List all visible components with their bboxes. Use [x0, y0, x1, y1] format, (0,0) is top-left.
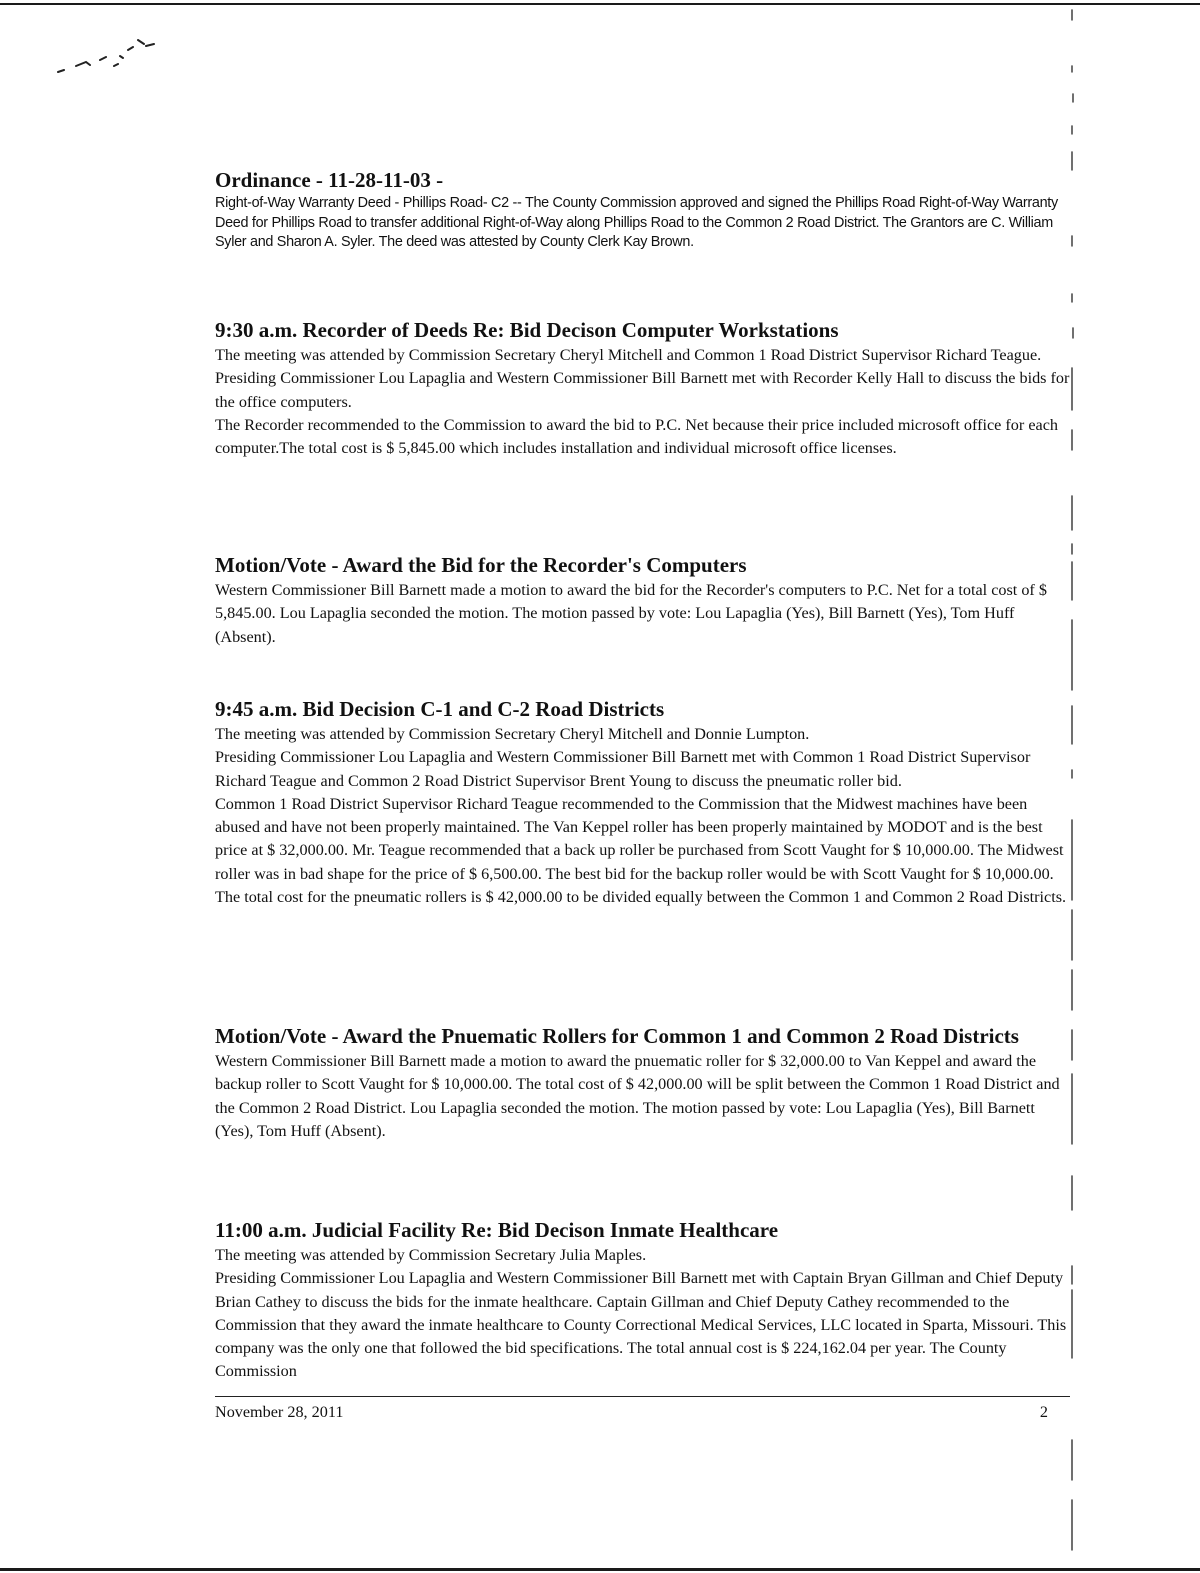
section-heading: 11:00 a.m. Judicial Facility Re: Bid Decison Inmate Healthcare: [215, 1218, 779, 1242]
section-paragraph: Western Commissioner Bill Barnett made a motion to award the bid for the Recorder's computers to P.C. Net for a total cost of $ 5,845.00. Lou Lapaglia seconded the motion. The motion passed by vote: Lou Lapaglia (Yes), Bill Barnett (Yes), Tom Huff (Absent).: [215, 581, 1047, 646]
section-paragraph: Common 1 Road District Supervisor Richard Teague recommended to the Commission that the Midwest machines have been abused and have not been properly maintained. The Van Keppel roller has been properly maintained by MODOT and is the best price at $ 32,000.00. Mr. Teague recommended that a back up roller be purchased from Scott Vaught for $ 10,000.00. The Midwest roller was in bad shape for the price of $ 6,500.00. The best bid for the backup roller would be with Scott Vaught for $ 10,000.00. The total cost for the pneumatic rollers is $ 42,000.00 to be divided equally between the Common 1 and Common 2 Road Districts.: [215, 794, 1067, 907]
page-bottom-border: [0, 1568, 1200, 1571]
road-districts-bid-section: [215, 696, 1070, 909]
section-paragraph: The meeting was attended by Commission Secretary Cheryl Mitchell and Donnie Lumpton.: [215, 725, 810, 743]
rollers-motion-section: [215, 1023, 1070, 1143]
page-number: 2: [1039, 1403, 1048, 1421]
section-paragraph: Presiding Commissioner Lou Lapaglia and Western Commissioner Bill Barnett met with Recorder Kelly Hall to discuss the bids for the office computers.: [215, 369, 1070, 411]
section-heading: Ordinance - 11-28-11-03 -: [215, 168, 444, 192]
section-heading: 9:30 a.m. Recorder of Deeds Re: Bid Decison Computer Workstations: [215, 318, 839, 342]
section-paragraph: The meeting was attended by Commission Secretary Cheryl Mitchell and Common 1 Road District Supervisor Richard Teague.: [215, 346, 1042, 364]
section-paragraph: The meeting was attended by Commission Secretary Julia Maples.: [215, 1246, 647, 1264]
section-paragraph: Presiding Commissioner Lou Lapaglia and Western Commissioner Bill Barnett met with Common 1 Road District Supervisor Richard Teague and Common 2 Road District Supervisor Brent Young to discuss the pneumatic roller bid.: [215, 748, 1031, 790]
section-heading: Motion/Vote - Award the Pnuematic Rollers for Common 1 and Common 2 Road Districts: [215, 1024, 1019, 1048]
inmate-healthcare-section: [215, 1217, 1070, 1384]
recorder-motion-section: [215, 552, 1070, 649]
section-paragraph: Right-of-Way Warranty Deed - Phillips Road- C2 -- The County Commission approved and signed the Phillips Road Right-of-Way Warranty Deed for Phillips Road to transfer additional Right-of-Way along Phillips Road to the Common 2 Road District. The Grantors are C. William Syler and Sharon A. Syler. The deed was attested by County Clerk Kay Brown.: [215, 195, 1058, 250]
section-heading: 9:45 a.m. Bid Decision C-1 and C-2 Road Districts: [215, 697, 665, 721]
section-heading: Motion/Vote - Award the Bid for the Recorder's Computers: [215, 553, 747, 577]
section-paragraph: The Recorder recommended to the Commission to award the bid to P.C. Net because their price included microsoft office for each computer.The total cost is $ 5,845.00 which includes installation and individual microsoft office licenses.: [215, 415, 1058, 458]
recorder-computers-section: [215, 317, 1070, 460]
page-top-border: [0, 3, 1200, 5]
section-paragraph: Western Commissioner Bill Barnett made a motion to award the pnuematic roller for $ 32,000.00 to Van Keppel and award the backup roller to Scott Vaught for $ 10,000.00. The total cost of $ 42,000.00 will be split between the Common 1 Road District and the Common 2 Road District. Lou Lapaglia seconded the motion. The motion passed by vote: Lou Lapaglia (Yes), Bill Barnett (Yes), Tom Huff (Absent).: [215, 1052, 1060, 1140]
page-footer: [215, 1396, 1070, 1422]
ordinance-section: [215, 167, 1070, 253]
scan-artifact-marks: [50, 30, 180, 80]
footer-date: November 28, 2011: [215, 1403, 344, 1421]
section-paragraph: Presiding Commissioner Lou Lapaglia and Western Commissioner Bill Barnett met with Captain Bryan Gillman and Chief Deputy Brian Cathey to discuss the bids for the inmate healthcare. Captain Gillman and Chief Deputy Cathey recommended to the Commission that they award the inmate healthcare to County Correctional Medical Services, LLC located in Sparta, Missouri. This company was the only one that followed the bid specifications. The total annual cost is $ 224,162.04 per year. The County Commission: [215, 1269, 1067, 1381]
